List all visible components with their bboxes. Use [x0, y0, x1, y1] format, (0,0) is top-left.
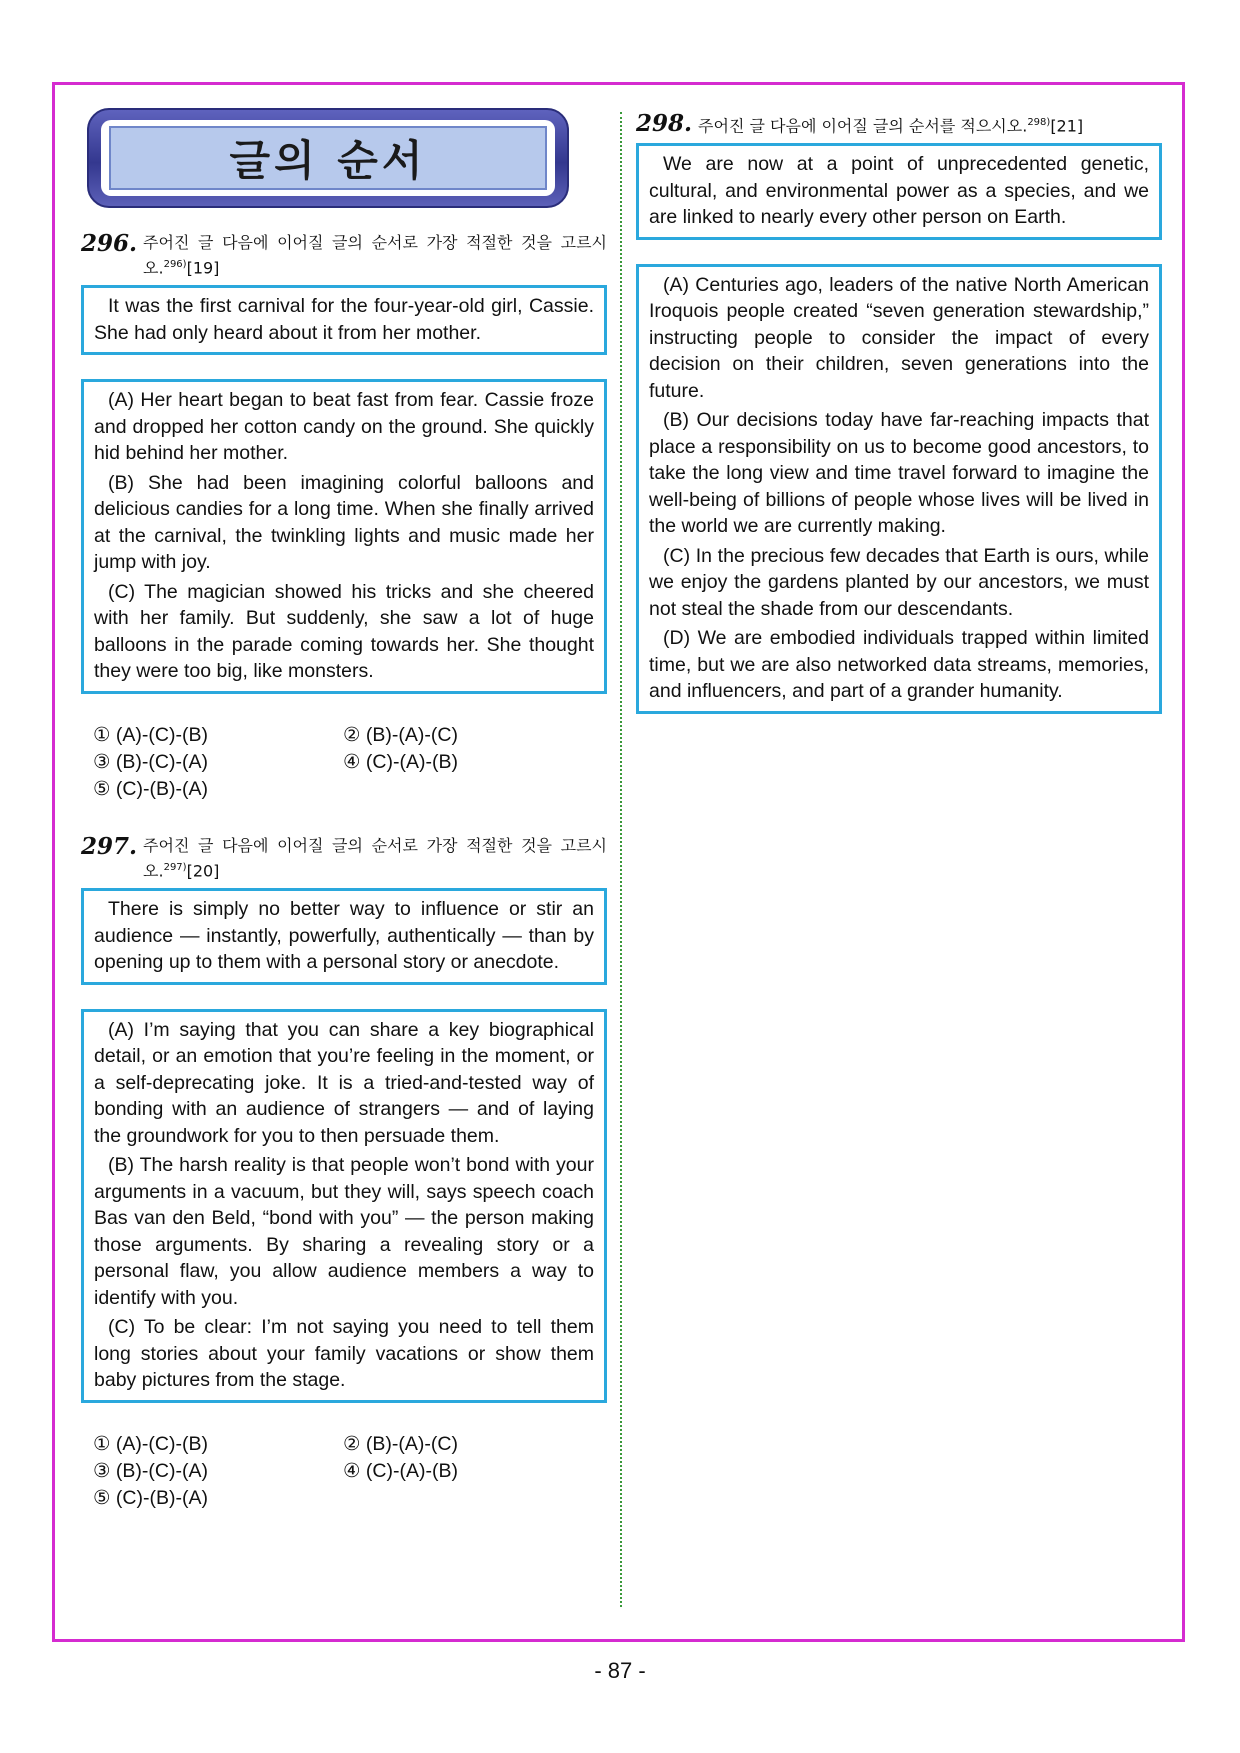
choice-1[interactable]: ① (A)-(C)-(B) — [93, 723, 208, 746]
ordering-passages — [81, 379, 607, 694]
question-296 — [81, 232, 607, 803]
paragraph-a: (A) I’m saying that you can share a key biographical detail, or an emotion that you’re feeling in the moment, or a self-deprecating joke. It is a tried-and-tested way of bonding with an audience of strangers — and of laying the groundwork for you to then persuade them. — [94, 1018, 594, 1147]
choice-4[interactable]: ④ (C)-(A)-(B) — [343, 750, 458, 773]
question-297 — [81, 832, 607, 1512]
left-column — [81, 108, 607, 1512]
paragraph-d: (D) We are embodied individuals trapped within limited time, but we are also networked data streams, memories, and influencers, and part of a grander humanity. — [649, 627, 1149, 703]
paragraph-b: (B) She had been imagining colorful balloons and delicious candies for a long time. When she finally arrived at the carnival, the twinkling lights and music made her jump with joy. — [94, 471, 594, 574]
section-title: 글의 순서 — [229, 136, 427, 185]
question-298 — [636, 112, 1162, 714]
given-passage: We are now at a point of unprecedented genetic, cultural, and environmental power as a species, and we are linked to nearly every other person on Earth. — [636, 143, 1162, 240]
choice-4[interactable]: ④ (C)-(A)-(B) — [343, 1459, 458, 1482]
choice-1[interactable]: ① (A)-(C)-(B) — [93, 1432, 208, 1455]
question-instruction: 주어진 글 다음에 이어질 글의 순서로 가장 적절한 것을 고르시오.$^{296)}$[19] — [143, 233, 607, 278]
choice-3[interactable]: ③ (B)-(C)-(A) — [93, 1459, 208, 1482]
question-number: 298. — [636, 110, 693, 137]
paragraph-a: (A) Centuries ago, leaders of the native North American Iroquois people created “seven generation stewardship,” instructing people to consider the impact of every decision on their children, seven generations into the future. — [649, 273, 1149, 402]
question-number: 296. — [81, 230, 138, 257]
ordering-passages — [636, 264, 1162, 714]
section-title-badge — [87, 108, 569, 208]
question-instruction: 주어진 글 다음에 이어질 글의 순서로 가장 적절한 것을 고르시오.$^{297)}$[20] — [143, 835, 607, 881]
paragraph-a: (A) Her heart began to beat fast from fear. Cassie froze and dropped her cotton candy on the ground. She quickly hid behind her mother. — [94, 389, 594, 465]
paragraph-c: (C) In the precious few decades that Earth is ours, while we enjoy the gardens planted by our ancestors, we must not steal the shade from our descendants. — [649, 544, 1149, 620]
choice-2[interactable]: ② (B)-(A)-(C) — [343, 1432, 458, 1455]
paragraph-b: (B) The harsh reality is that people won’t bond with your arguments in a vacuum, but they will, says speech coach Bas van den Beld, “bond with you” — the person making those arguments. By sharing a revealing story or a personal flaw, you allow audience members a way to identify with you. — [94, 1154, 594, 1309]
choice-5[interactable]: ⑤ (C)-(B)-(A) — [93, 777, 208, 800]
answer-choices — [93, 722, 607, 803]
paragraph-b: (B) Our decisions today have far-reaching impacts that place a responsibility on us to become good ancestors, to take the long view and time travel forward to imagine the well-being of billions of people whose lives will be lived in the world we are currently making. — [649, 409, 1149, 538]
page-number: - 87 - — [594, 1658, 646, 1683]
choice-3[interactable]: ③ (B)-(C)-(A) — [93, 750, 208, 773]
right-column — [636, 112, 1162, 714]
ordering-passages — [81, 1009, 607, 1403]
given-passage: It was the first carnival for the four-year-old girl, Cassie. She had only heard about it from her mother. — [81, 285, 607, 355]
answer-choices — [93, 1431, 607, 1512]
paragraph-c: (C) To be clear: I’m not saying you need to tell them long stories about your family vacations or show them baby pictures from the stage. — [94, 1316, 594, 1392]
choice-5[interactable]: ⑤ (C)-(B)-(A) — [93, 1486, 208, 1509]
paragraph-c: (C) The magician showed his tricks and she cheered with her family. But suddenly, she saw a lot of huge balloons in the parade coming towards her. She thought they were too big, like monsters. — [94, 580, 594, 683]
question-number: 297. — [81, 832, 138, 860]
column-divider — [620, 112, 622, 1607]
choice-2[interactable]: ② (B)-(A)-(C) — [343, 723, 458, 746]
given-passage: There is simply no better way to influence or stir an audience — instantly, powerfully, authentically — than by opening up to them with a personal story or anecdote. — [81, 888, 607, 985]
question-instruction: 주어진 글 다음에 이어질 글의 순서를 적으시오.$^{298)}$[21] — [698, 116, 1084, 136]
